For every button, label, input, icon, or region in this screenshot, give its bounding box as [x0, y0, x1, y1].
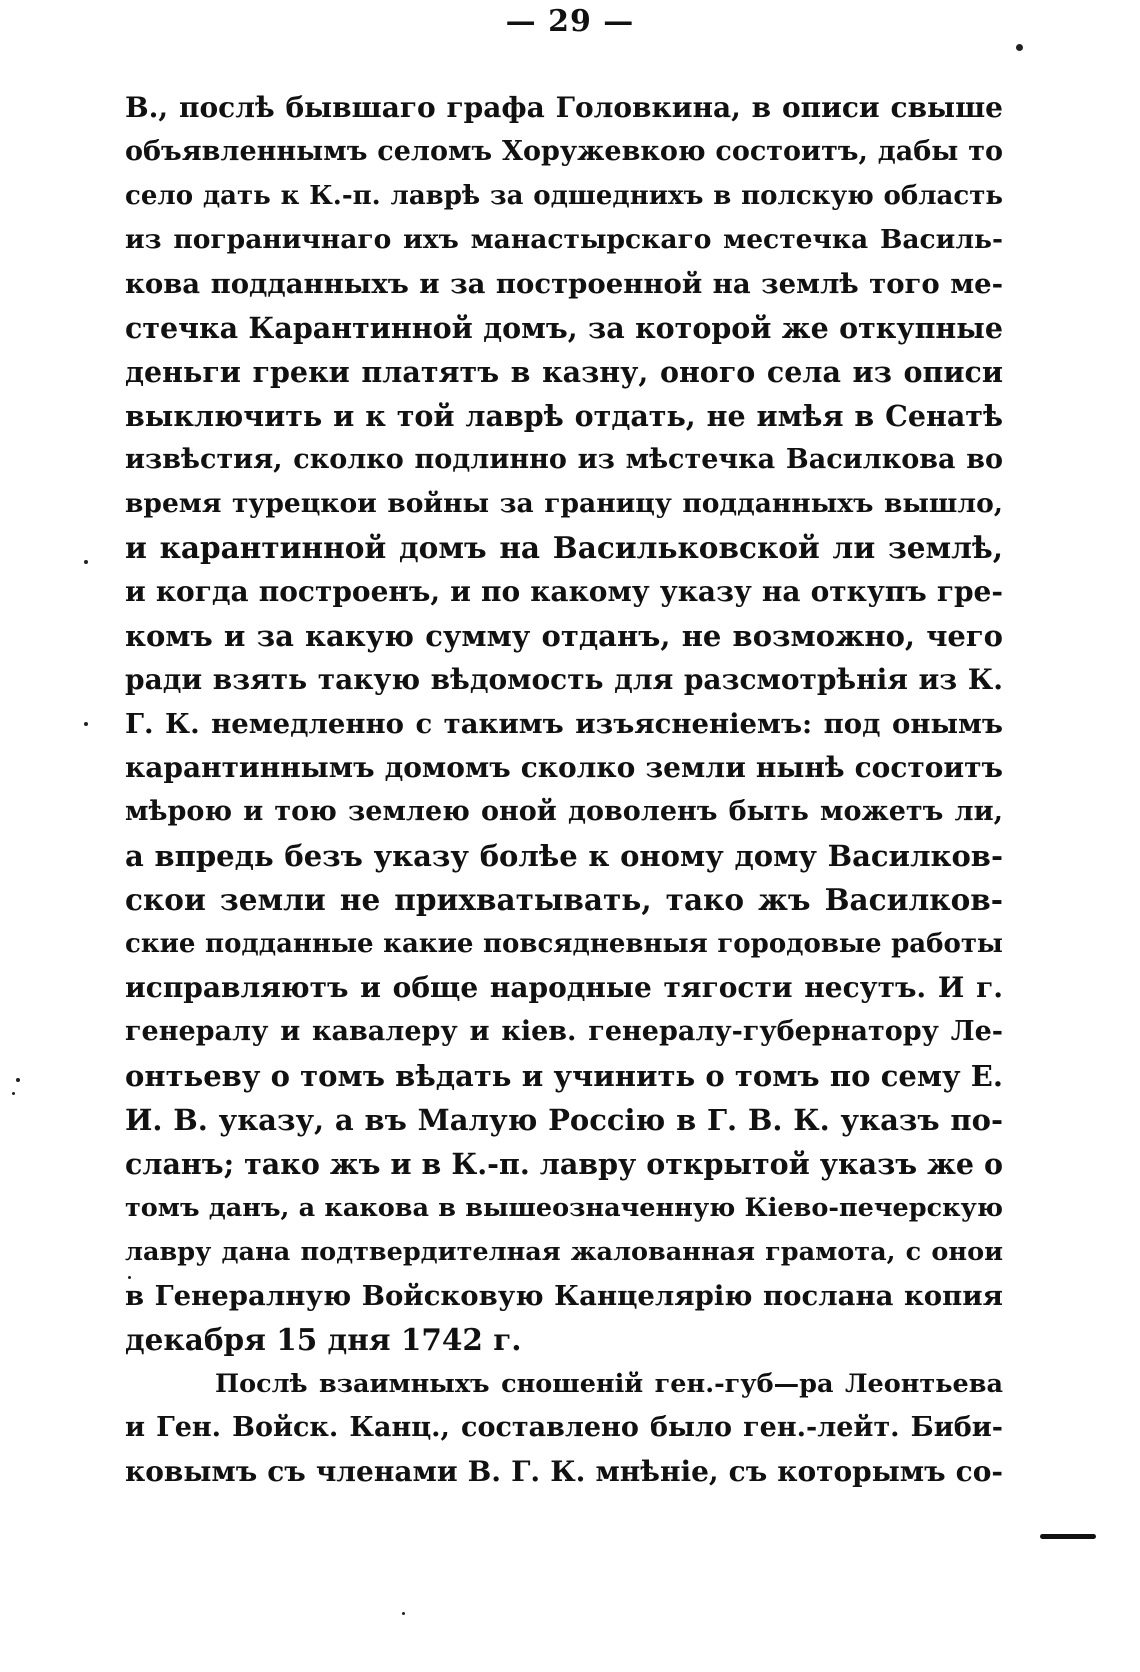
text-line: из пограничнаго ихъ манастырскаго местечка Василь-	[125, 224, 1003, 255]
text-line: лавру дана подтвердителная жалованная грамота, с онои	[125, 1237, 1003, 1267]
text-line: время турецкои войны за границу подданныхъ вышло,	[125, 488, 1003, 519]
text-line: Г. К. немедленно с такимъ изъясненіемъ: под онымъ	[125, 708, 1003, 740]
text-line: Послѣ взаимныхъ сношеній ген.-губ—ра Леонтьева	[215, 1369, 1003, 1399]
text-line: ковымъ съ членами В. Г. К. мнѣніе, съ которымъ со-	[125, 1455, 1003, 1488]
text-line: комъ и за какую сумму отданъ, не возможно, чего	[125, 619, 1003, 653]
scan-speck	[12, 1092, 15, 1095]
text-line: в Генералную Войсковую Канцелярію послана копия	[125, 1280, 1003, 1312]
text-line: томъ данъ, а какова в вышеозначенную Кіево-печерскую	[125, 1193, 1003, 1223]
paragraph-2	[125, 1362, 1003, 1494]
text-line: кова подданныхъ и за построенной на землѣ того ме-	[125, 268, 1003, 300]
scan-speck	[128, 1276, 131, 1279]
text-line: И. В. указу, а въ Малую Россію в Г. В. К. указъ по-	[125, 1103, 1003, 1137]
text-line: ради взять такую вѣдомость для разсмотрѣнія из К.	[125, 663, 1003, 696]
text-line: объявленнымъ селомъ Хоружевкою состоитъ, дабы то	[125, 136, 1003, 167]
scan-speck	[1016, 44, 1023, 51]
text-line: декабря 15 дня 1742 г.	[125, 1322, 522, 1357]
text-line: карантиннымъ домомъ сколко земли нынѣ состоитъ	[125, 751, 1003, 784]
scan-speck	[84, 722, 88, 726]
text-line: сланъ; тако жъ и в К.-п. лавру открытой указъ же о	[125, 1147, 1003, 1181]
paragraph-1	[125, 86, 1003, 1362]
text-line: исправляютъ и обще народные тягости несутъ. И г.	[125, 971, 1003, 1004]
scan-speck	[84, 560, 88, 564]
text-line: село дать к К.-п. лаврѣ за одшеднихъ в полскую область	[125, 181, 1003, 211]
text-line: В., послѣ бывшаго графа Головкина, в описи свыше	[125, 91, 1003, 124]
scan-speck	[402, 1612, 405, 1615]
text-line: мѣрою и тою землею оной доволенъ быть можетъ ли,	[125, 796, 1003, 827]
text-line: и Ген. Войск. Канц., составлено было ген.-лейт. Биби-	[125, 1412, 1003, 1443]
text-line: деньги греки платятъ в казну, оного села из описи	[125, 355, 1003, 389]
text-line: скои земли не прихватывать, тако жъ Василков-	[125, 882, 1003, 917]
text-line: и когда построенъ, и по какому указу на откупъ гре-	[125, 575, 1003, 608]
text-line: а впредь безъ указу болѣе к оному дому Василков-	[125, 839, 1003, 873]
text-line: выключить и к той лаврѣ отдать, не имѣя в Сенатѣ	[125, 399, 1003, 433]
text-line: онтьеву о томъ вѣдать и учинить о томъ по сему Е.	[125, 1059, 1003, 1093]
scan-dash-mark	[1040, 1534, 1096, 1539]
scan-speck	[16, 1078, 20, 1082]
text-line: стечка Карантинной домъ, за которой же откупные	[125, 311, 1003, 345]
text-line: ские подданные какие повсядневныя городовые работы	[125, 929, 1003, 959]
text-line: генералу и кавалеру и кіев. генералу-губернатору Ле-	[125, 1016, 1003, 1047]
page-number: — 29 —	[505, 4, 635, 39]
body-text	[125, 86, 1003, 1494]
text-line: и карантинной домъ на Васильковской ли землѣ,	[125, 530, 1003, 565]
text-line: извѣстия, сколко подлинно из мѣстечка Василкова во	[125, 444, 1003, 475]
